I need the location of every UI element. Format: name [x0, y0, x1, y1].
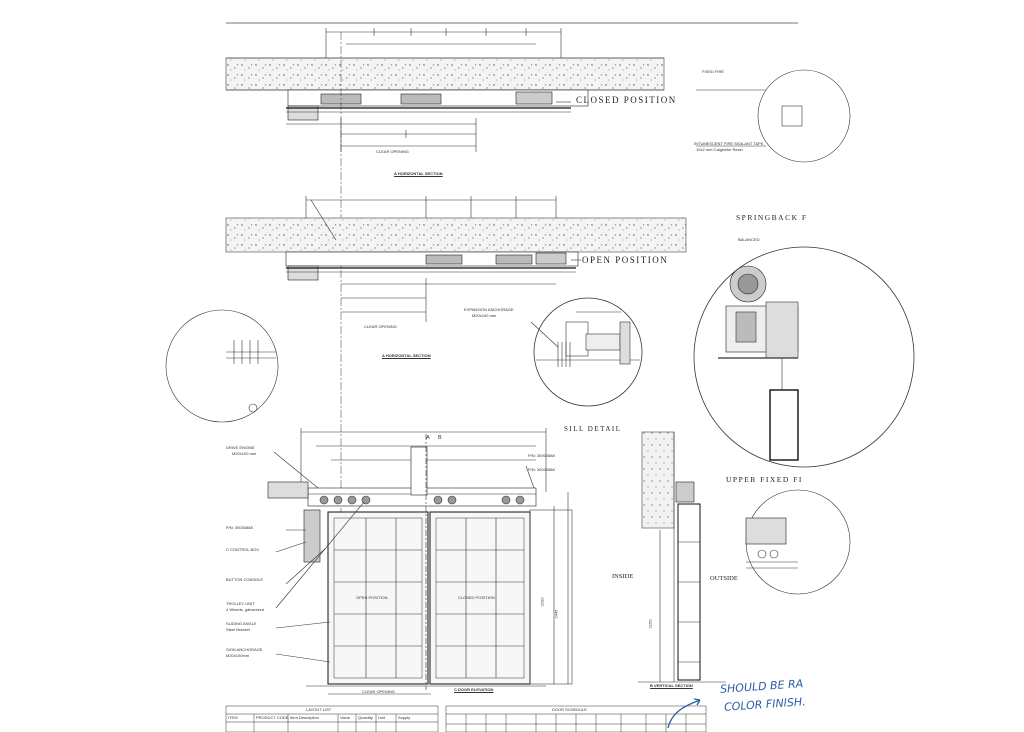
vertical-section: [638, 432, 850, 682]
height-dimension-1: 2290: [539, 597, 545, 607]
button-console-label: BUTTON CONSOLE: [226, 577, 264, 582]
upper-fixed-title: UPPER FIXED FI: [726, 475, 803, 484]
part-number-label-2: P/N: 30000888: [528, 453, 555, 458]
sion-anchorage-size: M20x100mm: [226, 653, 250, 658]
horizontal-section-title-1: A HORIZONTAL SECTION: [394, 171, 443, 176]
clear-opening-label-1: CLEAR OPENING: [376, 149, 409, 154]
layout-list-title: LAYOUT LIST: [306, 707, 332, 712]
concrete-wall-closed: [226, 58, 664, 90]
outside-label: OUTSIDE: [710, 575, 738, 582]
left-partial-detail: [166, 310, 278, 422]
layout-header-quantity: Quantity: [358, 715, 373, 720]
trolley-unit-label: TROLLEY UNIT: [226, 601, 255, 606]
clear-opening-label-3: CLEAR OPENING: [362, 689, 395, 694]
expansion-anchorage-label: EXPANSION ANCHORAGE: [464, 307, 514, 312]
expansion-anchorage-size: M20x100 mm: [472, 313, 497, 318]
control-box-label: C CONTROL BOX: [226, 547, 259, 552]
drawing-sheet: [226, 22, 808, 732]
trolley-unit-detail: 4 Wheels, galvanized: [226, 607, 265, 612]
drive-engine-size: M20x100 mm: [232, 451, 257, 456]
handwritten-note-line2: COLOR FINISH.: [723, 695, 807, 714]
closed-position-section: [226, 28, 664, 152]
sill-detail-title: SILL DETAIL: [564, 425, 622, 433]
technical-drawing: [226, 22, 798, 732]
part-number-label-1: P/N: 30000888: [226, 525, 253, 530]
closed-position-title: CLOSED POSITION: [576, 95, 677, 105]
springback-detail: [694, 247, 914, 467]
door-elevation: [268, 428, 572, 694]
layout-header-value: Value: [340, 715, 350, 720]
section-marker-a: A: [426, 435, 430, 441]
section-marker-b: B: [438, 435, 442, 441]
springback-title: SPRINGBACK F: [736, 213, 808, 222]
vertical-section-title: B VERTICAL SECTION: [650, 683, 693, 688]
height-dimension-2: 2445: [553, 609, 559, 619]
balanced-label: BALANCED: [738, 237, 760, 242]
sliding-angle-label: SLIDING ANGLE: [226, 621, 257, 626]
fire-seal-label: INTUMESCENT FIRE SEALANT TAPE: [694, 141, 764, 146]
horizontal-section-title-2: A HORIZONTAL SECTION: [382, 353, 431, 358]
inside-label: INSIDE: [612, 573, 634, 580]
handwritten-note-line1: SHOULD BE RA: [719, 677, 804, 696]
layout-header-supply: Supply: [398, 715, 411, 720]
open-position-title: OPEN POSITION: [582, 255, 669, 265]
clear-opening-label-2: CLEAR OPENING: [364, 324, 397, 329]
concrete-wall-open: [226, 218, 686, 252]
sill-detail: [531, 298, 642, 406]
part-number-label-3: P/N: 30000888: [528, 467, 555, 472]
open-position-panel-label: OPEN POSITION: [356, 595, 388, 600]
height-dimension-3: 2150: [647, 619, 653, 629]
drive-engine-label: DRIVE ENGINE: [226, 445, 255, 450]
fire-seal-size: 10x2 mm Calgenike Resin: [696, 147, 743, 152]
closed-position-panel-label: CLOSED POSITION: [458, 595, 495, 600]
door-schedule-title: DOOR SCHEDULE: [552, 707, 587, 712]
door-elevation-title: C DOOR ELEVATION: [454, 687, 494, 692]
layout-header-product-code: PRODUCT CODE: [256, 715, 289, 720]
steel-bracket-label: Steel Bracket: [226, 627, 250, 632]
sion-anchorage-label: SION ANCHORAGE: [226, 647, 263, 652]
fixed-fire-label: FIXED FIRE: [702, 69, 725, 74]
layout-header-unit: Unit: [378, 715, 386, 720]
layout-header-item: ITEM: [228, 715, 238, 720]
layout-header-description: Item Description: [290, 715, 319, 720]
